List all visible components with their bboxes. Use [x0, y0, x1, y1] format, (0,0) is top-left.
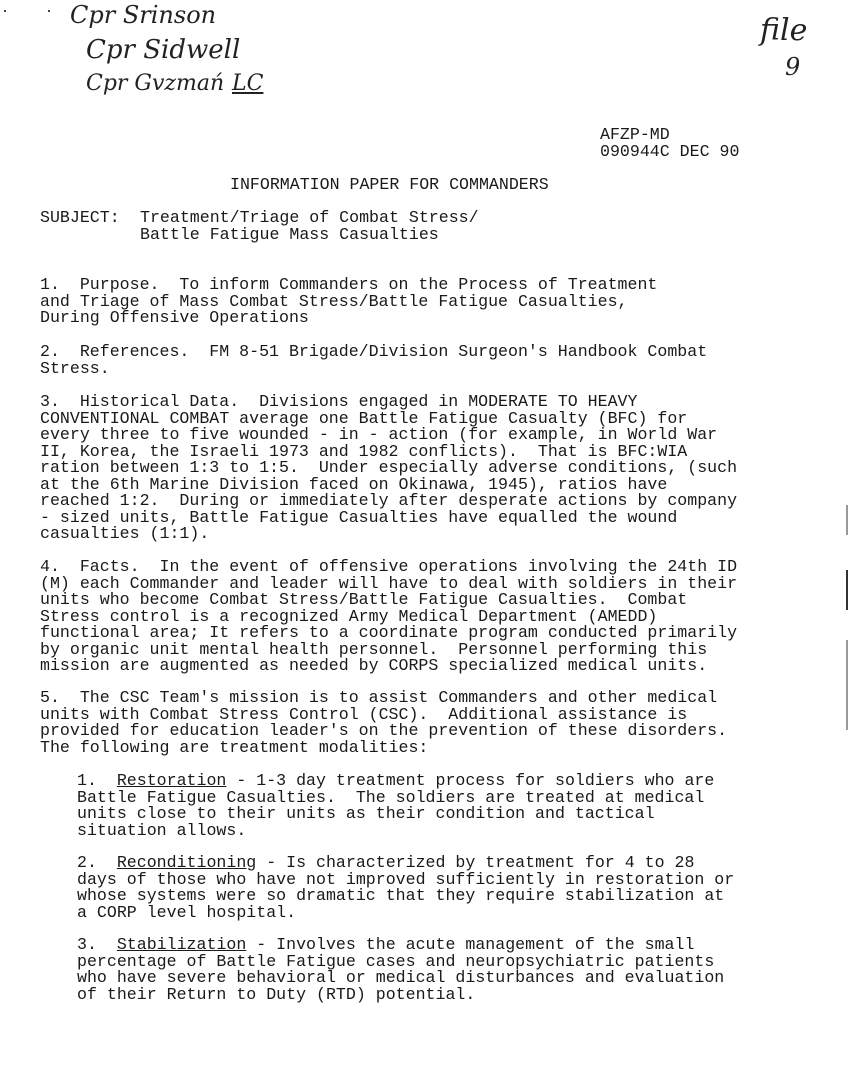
text-line: The following are treatment modalities:: [40, 737, 429, 757]
text-line: functional area; It refers to a coordinate program conducted primarily: [40, 623, 738, 642]
text-line: Stress control is a recognized Army Medical Department (AMEDD): [40, 606, 658, 626]
text-line: Battle Fatigue Casualties. The soldiers are treated at medical: [77, 787, 705, 807]
text-line: provided for education leader's on the prevention of these disorders.: [40, 721, 728, 740]
text-line: - Involves the acute management of the small: [246, 935, 695, 954]
text-line: - sized units, Battle Fatigue Casualties have equalled the wound: [40, 507, 678, 527]
paragraph-purpose: [40, 277, 657, 327]
text-line: percentage of Battle Fatigue cases and neuropsychiatric patients: [77, 951, 715, 971]
subject-line: Battle Fatigue Mass Casualties: [140, 224, 439, 244]
text-line: - Is characterized by treatment for 4 to 28: [256, 853, 695, 872]
modality-term: Stabilization: [116, 935, 247, 954]
text-line: - 1-3 day treatment process for soldiers who are: [226, 771, 715, 790]
modality-term: Reconditioning: [116, 853, 257, 872]
item-number: 3.: [77, 935, 117, 954]
handwritten-name: Cpr Gvzmań: [86, 71, 225, 96]
text-line: units who become Combat Stress/Battle Fatigue Casualties. Combat: [40, 590, 688, 609]
handwritten-name: Cpr Srinson: [70, 1, 217, 29]
subject-line: Treatment/Triage of Combat Stress/: [140, 208, 479, 227]
text-line: a CORP level hospital.: [77, 902, 297, 922]
text-line: whose systems were so dramatic that they require stabilization at: [77, 886, 725, 905]
paragraph-references: [40, 344, 707, 377]
paragraph-historical-data: [40, 394, 737, 543]
text-line: CONVENTIONAL COMBAT average one Battle Fatigue Casualty (BFC) for: [40, 408, 688, 428]
paragraph-csc-mission: [40, 690, 727, 756]
text-line: (M) each Commander and leader will have to deal with soldiers in their: [40, 573, 738, 593]
handwritten-name: Cpr Sidwell: [86, 35, 241, 65]
text-line: 3. Historical Data. Divisions engaged in MODERATE TO HEAVY: [40, 392, 638, 411]
document-title: INFORMATION PAPER FOR COMMANDERS: [230, 175, 549, 194]
scan-speck: [4, 10, 6, 12]
text-line: at the 6th Marine Division faced on Okinawa, 1945), ratios have: [40, 474, 668, 494]
subject-text: [140, 210, 479, 243]
text-line: 1. Purpose. To inform Commanders on the Process of Treatment: [40, 275, 658, 294]
text-line: ration between 1:3 to 1:5. Under especially adverse conditions, (such: [40, 458, 738, 477]
office-symbol: AFZP-MD: [600, 125, 670, 144]
text-line: casualties (1:1).: [40, 524, 210, 543]
modality-restoration: [77, 773, 714, 839]
text-line: reached 1:2. During or immediately after desperate actions by company: [40, 491, 738, 510]
handwritten-initials: LC: [232, 71, 264, 96]
text-line: of their Return to Duty (RTD) potential.: [77, 984, 476, 1004]
text-line: II, Korea, the Israeli 1973 and 1982 conflicts). That is BFC:WIA: [40, 441, 688, 461]
text-line: every three to five wounded - in - action (for example, in World War: [40, 425, 718, 444]
text-line: situation allows.: [77, 820, 247, 840]
subject-label: SUBJECT:: [40, 208, 120, 227]
text-line: 4. Facts. In the event of offensive operations involving the 24th ID: [40, 557, 738, 576]
modality-reconditioning: [77, 855, 734, 921]
text-line: Stress.: [40, 358, 110, 378]
text-line: mission are augmented as needed by CORPS specialized medical units.: [40, 656, 708, 675]
text-line: and Triage of Mass Combat Stress/Battle Fatigue Casualties,: [40, 291, 628, 311]
text-line: who have severe behavioral or medical disturbances and evaluation: [77, 968, 725, 987]
scan-speck: [48, 10, 50, 12]
date-time-group: 090944C DEC 90: [600, 142, 740, 161]
text-line: units with Combat Stress Control (CSC). Additional assistance is: [40, 704, 688, 724]
text-line: During Offensive Operations: [40, 308, 309, 327]
handwritten-file-note: file: [760, 13, 808, 48]
item-number: 2.: [77, 853, 117, 872]
modality-term: Restoration: [116, 771, 227, 790]
paragraph-facts: [40, 559, 737, 675]
text-line: 5. The CSC Team's mission is to assist Commanders and other medical: [40, 688, 718, 707]
text-line: 2. References. FM 8-51 Brigade/Division Surgeon's Handbook Combat: [40, 342, 708, 361]
item-number: 1.: [77, 771, 117, 790]
text-line: by organic unit mental health personnel. Personnel performing this: [40, 639, 708, 659]
handwritten-file-number: 9: [785, 53, 801, 81]
text-line: units close to their units as their condition and tactical: [77, 804, 655, 823]
text-line: days of those who have not improved sufficiently in restoration or: [77, 869, 735, 889]
modality-stabilization: [77, 937, 724, 1003]
